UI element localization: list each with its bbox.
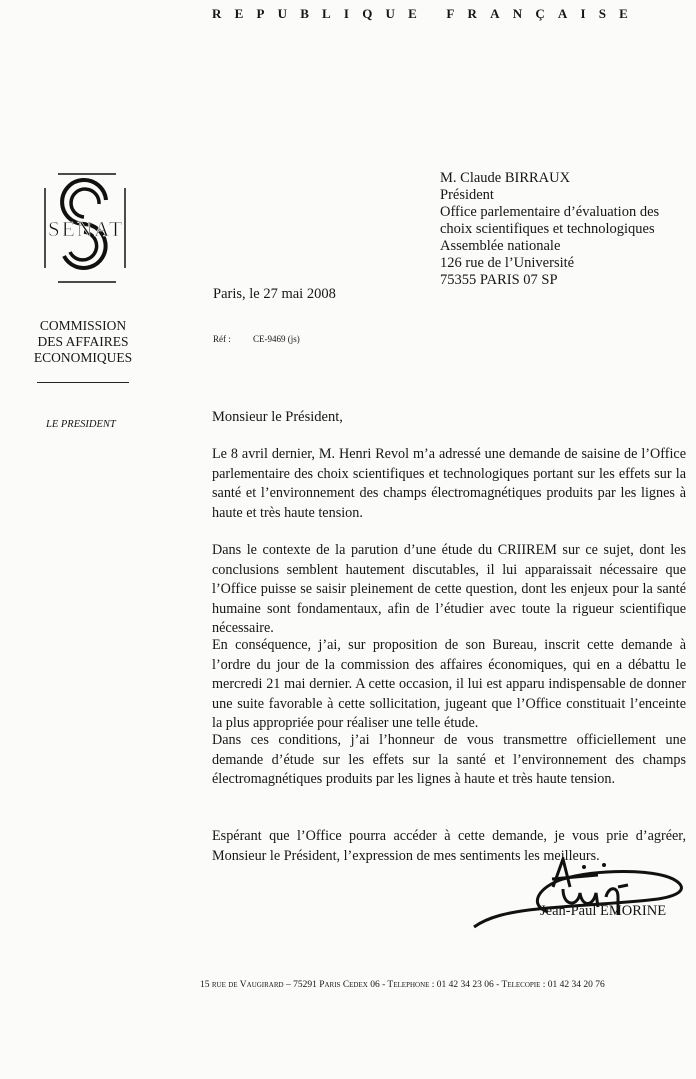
reference-label: Réf : xyxy=(213,334,231,344)
paragraph: Espérant que l’Office pourra accéder à cette demande, je vous prie d’agréer, Monsieur le Président, l’expression de mes sentiments les meilleurs. xyxy=(212,828,686,864)
senat-logo xyxy=(44,172,126,284)
reference xyxy=(213,334,320,344)
sender-role: LE PRESIDENT xyxy=(46,419,116,430)
commission-line: ECONOMIQUES xyxy=(33,350,133,365)
recipient-line: Président xyxy=(440,187,494,203)
divider xyxy=(37,382,129,383)
paragraph: Le 8 avril dernier, M. Henri Revol m’a adressé une demande de saisine de l’Office parlementaire des choix scientifiques et technologiques portant sur les effets sur la santé et l’environnement des champs électromagnétiques produits par les lignes à haute et très haute tension. xyxy=(212,446,686,521)
commission-name xyxy=(28,318,138,366)
commission-line: COMMISSION xyxy=(39,318,127,333)
letterhead-title: REPUBLIQUE FRANÇAISE xyxy=(212,6,642,21)
recipient-line: 75355 PARIS 07 SP xyxy=(440,272,558,288)
recipient-line: Office parlementaire d’évaluation des xyxy=(440,204,660,220)
recipient-line: M. Claude BIRRAUX xyxy=(440,170,571,186)
recipient-line: choix scientifiques et technologiques xyxy=(440,221,655,237)
logo-text: SENAT xyxy=(48,217,122,241)
letter-date: Paris, le 27 mai 2008 xyxy=(213,286,336,302)
footer-address: 15 rue de Vaugirard – 75291 Paris Cedex 06 - Telephone : 01 42 34 23 06 - Telecopie : 01 42 34 20 76 xyxy=(200,980,605,990)
recipient-line: 126 rue de l’Université xyxy=(440,255,575,271)
signatory-name: Jean-Paul EMORINE xyxy=(540,903,667,919)
salutation: Monsieur le Président, xyxy=(212,409,343,425)
paragraph: Dans le contexte de la parution d’une étude du CRIIREM sur ce sujet, dont les conclusions semblent hautement discutables, il lui apparaissait nécessaire que l’Office puisse se saisir pleinement de cette question, dont les enjeux pour la santé humaine sont fondamentaux, afin de l’étudier avec toute la rigueur scientifique nécessaire. xyxy=(212,542,686,636)
recipient-line: Assemblée nationale xyxy=(440,238,561,254)
paragraph: En conséquence, j’ai, sur proposition de son Bureau, inscrit cette demande à l’ordre du jour de la commission des affaires économiques, qui en a débattu le mercredi 21 mai dernier. A cette occasion, il lui est apparu indispensable de donner une suite favorable à cette sollicitation, jugeant que l’Office constituait l’enceinte la plus appropriée pour réaliser une telle étude. xyxy=(212,637,686,731)
recipient-address xyxy=(440,170,659,289)
handwritten-signature xyxy=(468,857,688,937)
commission-line: DES AFFAIRES xyxy=(37,334,129,349)
paragraph: Dans ces conditions, j’ai l’honneur de vous transmettre officiellement une demande d’étude sur les effets sur la santé et l’environnement des champs électromagnétiques produits par les lignes à haute et très haute tension. xyxy=(212,732,686,787)
reference-value: CE-9469 (js) xyxy=(253,334,300,344)
